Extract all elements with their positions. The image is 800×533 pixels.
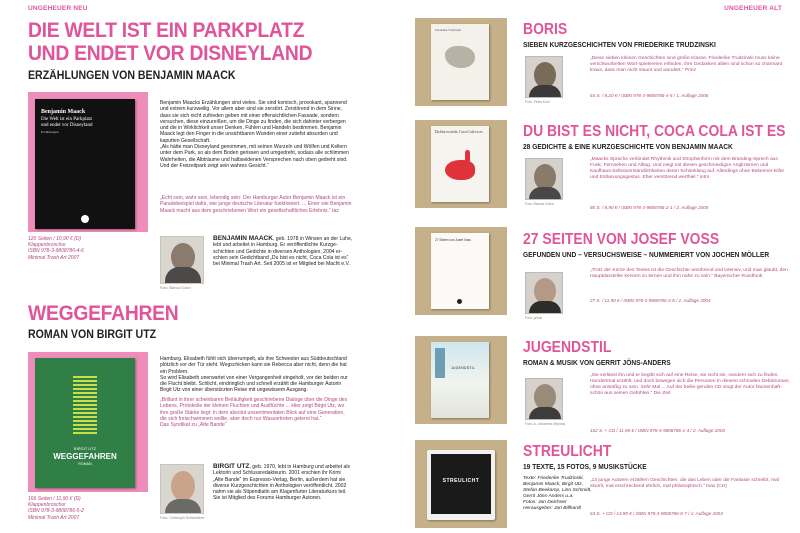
coca-photo-caption: Foto: Bianca Golze xyxy=(525,202,554,206)
book1-meta: 120 Seiten / 10,90 € (D) Klappenbroschur ISBN 978-3-9808786-4-6 Minimal Trash Art 2007 xyxy=(28,236,84,261)
book2-author-name: BIRGIT UTZ xyxy=(213,463,250,470)
book1-title-line1: DIE WELT IST EIN PARKPLATZ xyxy=(28,19,305,42)
jugendstil-quote: „Sie verlässt ihn und er begibt sich auf eine Reise, sie nicht sie, sondern sich zu finden. Hundertmal erzählt, und doch bewegen sich die Personen in diesem schmalen Debütroman, ohne anstößig zu sein. Sehr Mal ... Auf der beilie-genden CD singt der Autor blumenhaft-schön aus seinen Gefühlen.“ Die Zeit xyxy=(590,373,790,396)
publisher-logo-icon-small xyxy=(457,299,462,304)
book2-cover-figure xyxy=(73,376,97,434)
rabbit-icon xyxy=(445,160,475,180)
voss-meta: 27 S. / 11,90 € / ISBN 978-3-9808786-3-8 / 2. Auflage 2004 xyxy=(590,298,711,303)
book1-quote: „Echt sein, wahr sein, lebendig sein: Der Hamburger Autor Benjamin Maack ist ein Paradebeispiel dafür, wie junge deutsche Literatur funktioniert. ... Einer wie Benjamin Maack macht aus dem geschriebenen Wort ein gesellschaftliches Erlebnis.“ taz xyxy=(160,195,352,214)
coca-cover xyxy=(431,126,489,202)
coca-subtitle: 28 GEDICHTE & EINE KURZGESCHICHTE VON BENJAMIN MAACK xyxy=(523,142,733,151)
publisher-logo-icon xyxy=(81,215,89,223)
book1-title-line2: UND ENDET VOR DISNEYLAND xyxy=(28,42,313,65)
boris-photo-caption: Foto: Petra Kohl xyxy=(525,100,550,104)
book2-cover-genre: ROMAN xyxy=(78,462,92,466)
voss-title: 27 SEITEN VON JOSEF VOSS xyxy=(523,231,720,248)
book2-meta: 166 Seiten / 11,90 € (D) Klappenbroschur ISBN 978-3-9808786-5-2 Minimal Trash Art 2007 xyxy=(28,496,84,521)
jugendstil-cover-text: JUGENDSTIL xyxy=(451,366,476,370)
boris-author-photo xyxy=(525,56,563,98)
coca-title: DU BIST ES NICHT, COCA COLA IST ES xyxy=(523,123,786,140)
book1-cover-genre: Erzählungen xyxy=(41,130,59,134)
streulicht-title: STREULICHT xyxy=(523,443,612,460)
coca-quote: „Maacks Sprache verbindet Rhythmik und Strophenform mit dem Branding-Sprech aus Funk, Fernsehen und Alltag. Und neigt mit diesen geschmeidigen Anglizismen und Kaufhaus-Selbstverständlichkeiten deren Schönklang auf. Allerdings ohne Bekenner-Eifer und Entlarvungsgestus. Eher verstörend werthiel.“ intro xyxy=(590,157,785,180)
streulicht-cover-text: STREULICHT xyxy=(442,478,480,484)
book2-quote: „Brillant in ihrer scheinbaren Beiläufigkeit geschriebene Dialoge über die Dinge des Lebens, Protokolle der kleinen Fluchten und Ausflüchte ... Hier zeigt Birgit Utz, wo ihre große Stärke liegt: in dem absolut unsentimentalen Blick auf eine Generation, die sich freischwimmen wollte, aber doch nur Wassertreten gelernt hat.“ Das Syndikat zu „Alte Bande“ xyxy=(160,397,348,429)
book1-author-name: BENJAMIN MAACK xyxy=(213,235,273,242)
book2-author-bio: BIRGIT UTZ, geb. 1970, lebt in Hamburg und arbeitet als Lektorin und Schlussredakteurin. 2001 erschien ihr Krimi „Alte Bande“ im Espresso-Verlag, Berlin, außerdem hat sie diverse Kurzgeschichten in Anthologien veröffentlicht. 2002 nahm sie als Stipendiatin am Klagenfurter Literaturkurs teil. Sie ist Mitglied des Forums Hamburger Autoren. xyxy=(213,463,350,502)
streulicht-cover xyxy=(427,450,495,520)
streulicht-quote: „13 junge Autoren erzählen Geschichten, die das Leben oder die Fantasie schreibt, mal skurril, mal erschreckend ehrlich, mal philosophisch.“ max (CH) xyxy=(590,478,779,489)
jugendstil-title: JUGENDSTIL xyxy=(523,339,612,356)
book1-photo-caption: Foto: Bianca Golze xyxy=(160,286,191,290)
streulicht-credits: Texte: Friederike Trudzinski, Benjamin Maack, Birgit Utz, Stefan Beekamp, Linn Schmidt, Gerrit Jöns-Anders u.a. Fotos: Jan Deichner Herausgeber: Jan Billhardt xyxy=(523,476,592,511)
coca-cover-text: Du bist es nicht, Coca Cola ist es xyxy=(435,130,483,134)
jugendstil-cover xyxy=(431,342,489,418)
book1-subtitle: ERZÄHLUNGEN VON BENJAMIN MAACK xyxy=(28,70,236,82)
book1-cover xyxy=(35,99,135,229)
section-tag-new: UNGEHEUER NEU xyxy=(28,5,88,12)
book1-author-bio: BENJAMIN MAACK, geb. 1978 in Winsen an der Luhe, lebt und arbeitet in Hamburg. Er veröffentlichte Kurzge- schichten und Gedichte in diversen Anthologien, 2004 er- schien sein Gedichtband „Du bist es nicht, Coca Cola ist es“ bei Minimal Trash Art. Seit 2005 ist er Mitglied bei Macht e.V. xyxy=(213,235,353,268)
voss-cover xyxy=(431,233,489,309)
book2-cover-title: WEGGEFAHREN xyxy=(53,452,117,461)
boris-subtitle: SIEBEN KURZGESCHICHTEN VON FRIEDERIKE TRUDZINSKI xyxy=(523,40,716,49)
voss-author-photo xyxy=(525,272,563,314)
jugendstil-meta: 162 S. + CD / 11,90 € / ISBN 978-3-9808786-1-4 / 2. Auflage 2004 xyxy=(590,428,725,433)
jugendstil-subtitle: ROMAN & MUSIK VON GERRIT JÖNS-ANDERS xyxy=(523,358,671,367)
right-page xyxy=(405,0,800,533)
book2-description: Hamburg. Elisabeth fühlt sich überrumpelt, als ihre Schwester aus Süddeutschland plötzlich vor der Tür steht. Wegschicken kann sie Rebecca aber nicht, denn die hat ein Problem. So wird Elisabeth unerwartet von einer Vergangenheit eingeholt, vor der beiden nur die Flucht bleibt. Schlicht, eindringlich und schnell erzählt die Hamburger Autorin Birgit Utz von einer überstürzten Reise mit ungewissem Ausgang. xyxy=(160,356,348,394)
book2-title: WEGGEFAHREN xyxy=(28,302,179,325)
jugendstil-author-photo xyxy=(525,378,563,420)
book1-cover-author: Benjamin Maack xyxy=(41,109,86,115)
book1-author-photo xyxy=(160,236,204,284)
book1-cover-title2: und endet vor Disneyland xyxy=(41,123,93,128)
boris-quote: „Diese sieben kleinen Geschichten sind große Klasse. Friederike Trudzinski muss keine verschwurbelten Wort-spielereien erfinden, ihre Gedanken allein sind schon so charmant kraus, dass man nicht staunt und wundert.“ Prinz xyxy=(590,56,783,73)
voss-subtitle: GEFUNDEN UND – VERSUCHSWEISE – NUMMERIERT VON JOCHEN MÖLLER xyxy=(523,250,770,259)
boris-title: BORIS xyxy=(523,21,568,38)
coca-meta: 80 S. / 8,90 € / ISBN 978-3-9808786-2-1 / 2. Auflage 2005 xyxy=(590,205,709,210)
boris-cover-text: Friederike Trudzinski xyxy=(435,28,461,32)
book2-cover-author: BIRGIT UTZ xyxy=(73,446,97,451)
voss-cover-text: 27 Seiten von Josef Voss xyxy=(435,238,471,242)
streulicht-subtitle: 19 TEXTE, 15 FOTOS, 9 MUSIKSTÜCKE xyxy=(523,462,647,471)
book2-cover xyxy=(35,358,135,488)
book1-cover-title1: Die Welt ist ein Parkplatz xyxy=(41,117,93,122)
book1-description: Benjamin Maacks Erzählungen sind vieles. Sie sind komisch, provokant, spannend und extrem kurzweilig. Vor allem aber sind sie zerstört. Zerstörend in dem Sinne, dass sie sich nicht zufrieden geben mit einer offensichtlichen Fassade, sondern versuchen, diese einzureißen, um die Dinge zu finden, die sich dahinter verbergen und die in Wirklichkeit unser Denken, Fühlen und Handeln bestimmen. Benjamin Maack legt den Finger in die unsichtbaren Wunden einer zutiefst absurden und kaputten Gesellschaft. „Als hätte man Disneyland genommen, mit seinen Wurzeln und Wölfen und Kellern unter dem Park, so als dem Boden gerissen und umgedreht, sodass alle schlimmen Wahrheiten, die Albträume und halbseidenen Versprechen nach oben gedreht sind. Und der Freizeitpark zeigt sein wahres Gesicht.“ xyxy=(160,100,349,169)
section-tag-old: UNGEHEUER ALT xyxy=(724,5,782,12)
boris-cover xyxy=(431,24,489,100)
voss-photo-caption: Foto: privat xyxy=(525,316,542,320)
boris-cover-art xyxy=(445,46,475,68)
book2-photo-caption: Foto: Christoph Schwedtner xyxy=(160,516,205,520)
coca-author-photo xyxy=(525,158,563,200)
voss-quote: „Trotz der Kürze des Textes ist die Geschichte anrührend und intensiv, und man glaubt, den Hauptdarsteller kennen zu lernen und ihm nahe zu sein.“ Bayerischer Rundfunk xyxy=(590,268,788,279)
streulicht-meta: 64 S. + CD / 14,90 € / ISBN 978-3-9808786-0-7 / 1. Auflage 2003 xyxy=(590,511,723,516)
boris-meta: 64 S. / 8,20 € / ISBN 978-3-9808786-4-5 / 1. Auflage 2006 xyxy=(590,93,709,98)
book2-subtitle: ROMAN VON BIRGIT UTZ xyxy=(28,329,157,341)
jugendstil-photo-caption: Foto: A. Johannes Wyrwas xyxy=(525,422,566,426)
book2-author-photo xyxy=(160,464,204,514)
